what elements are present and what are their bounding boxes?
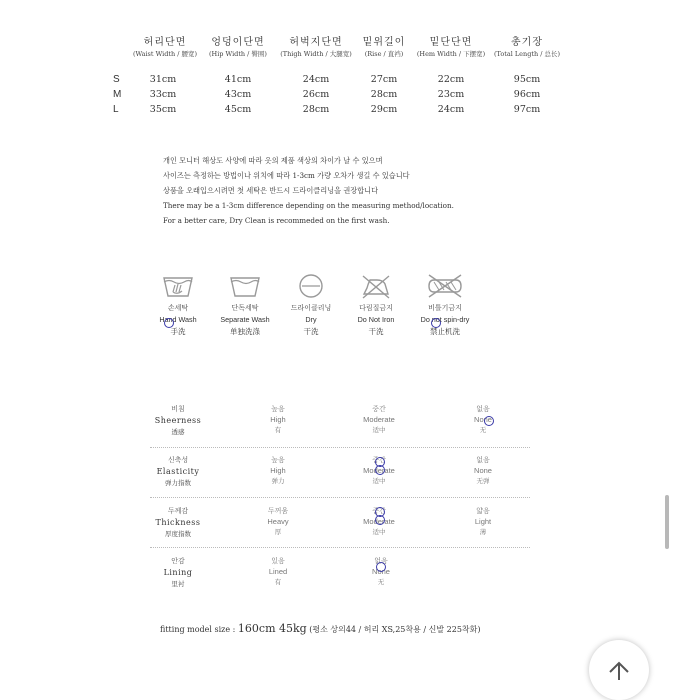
size-value: 97cm [513,104,541,115]
size-value: 28cm [370,89,398,100]
size-label: L [113,104,119,115]
size-value: 31cm [149,74,177,85]
attr-option: 얇음 Light 薄 [474,507,492,536]
care-do-not-spin-dry: 비틀기금지 Do not spin-dry 禁止机洗 [408,272,482,337]
size-value: 26cm [302,89,330,100]
size-value: 33cm [149,89,177,100]
care-do-not-iron: 다림질금지 Do Not Iron 干洗 [339,272,413,337]
attr-option: 중간 Moderate 适中 [363,507,395,536]
attr-option: 없음 None 无 [372,557,390,586]
size-header-rise: 밑위길이 (Rise / 直裆) [362,37,406,58]
size-header-total: 총기장 (Total Length / 总长) [493,37,561,58]
size-value: 43cm [224,89,252,100]
attr-option: 두꺼움 Heavy 厚 [267,507,289,536]
hand-wash-icon [161,272,195,300]
arrow-up-icon [607,660,631,680]
fitting-label: fitting model size : [160,625,236,634]
scrollbar-thumb[interactable] [665,495,669,549]
divider [150,547,530,548]
divider [150,497,530,498]
separate-wash-icon [228,272,262,300]
attr-option: 높음 High 有 [270,405,286,434]
attr-label-elasticity: 신축성 Elasticity 弹力指数 [156,456,200,487]
size-value: 95cm [513,74,541,85]
note-line: For a better care, Dry Clean is recommeded on the first wash. [163,216,390,225]
size-value: 24cm [302,74,330,85]
size-value: 29cm [370,104,398,115]
attr-label-thickness: 두께감 Thickness 厚度指数 [155,507,201,538]
fitting-detail: (평소 상의44 / 허리 XS,25착용 / 신발 225착화) [309,625,481,634]
note-line: 개인 모니터 해상도 사양에 따라 옷의 제품 색상의 차이가 날 수 있으며 [163,156,383,165]
selected-circle-marker [431,318,441,328]
attr-option: 없음 None 无 [474,405,492,434]
size-value: 24cm [437,104,465,115]
size-value: 35cm [149,104,177,115]
attr-option: 없음 None 无弹 [474,456,492,485]
size-label: M [113,89,122,100]
care-dry-clean: 드라이클리닝 Dry 干洗 [274,272,348,337]
selected-circle-marker [375,515,385,525]
attr-option: 중간 Moderate 适中 [363,456,395,485]
size-value: 23cm [437,89,465,100]
care-separate-wash: 단독세탁 Separate Wash 单独洗涤 [208,272,282,337]
size-value: 22cm [437,74,465,85]
size-header-thigh: 허벅지단면 (Thigh Width / 大腿宽) [280,37,352,58]
selected-circle-marker [375,465,385,475]
size-label: S [113,74,120,85]
scroll-to-top-button[interactable] [589,640,649,700]
size-value: 41cm [224,74,252,85]
divider [150,447,530,448]
do-not-spin-dry-icon [425,272,465,300]
size-value: 96cm [513,89,541,100]
selected-circle-marker [164,318,174,328]
attr-option: 중간 Moderate 适中 [363,405,395,434]
selected-circle-marker [484,416,494,426]
attr-option: 있음 Lined 有 [268,557,288,586]
note-line: 상품을 오래입으시려면 첫 세탁은 반드시 드라이클리닝을 권장합니다 [163,186,379,195]
size-value: 28cm [302,104,330,115]
note-line: There may be a 1-3cm difference depending on the measuring method/location. [163,201,454,210]
size-header-hem: 밑단단면 (Hem Width / 下摆宽) [416,37,486,58]
size-header-waist: 허리단면 (Waist Width / 腰宽) [132,37,198,58]
fitting-model-size [160,622,480,635]
fitting-value: 160cm 45kg [237,622,307,635]
size-value: 27cm [370,74,398,85]
size-value: 45cm [224,104,252,115]
attr-label-sheerness: 비침 Sheerness 透感 [154,405,202,436]
selected-circle-marker [376,562,386,572]
do-not-iron-icon [359,272,393,300]
size-header-hip: 엉덩이단면 (Hip Width / 臀围) [209,37,267,58]
care-hand-wash: 손세탁 Hand Wash 手洗 [141,272,215,337]
dry-clean-icon [294,272,328,300]
attr-label-lining: 안감 Lining 里衬 [163,557,193,588]
attr-option: 높음 High 弹力 [270,456,286,485]
note-line: 사이즈는 측정하는 방법이나 위치에 따라 1-3cm 가량 오차가 생길 수 있습니다 [163,171,410,180]
